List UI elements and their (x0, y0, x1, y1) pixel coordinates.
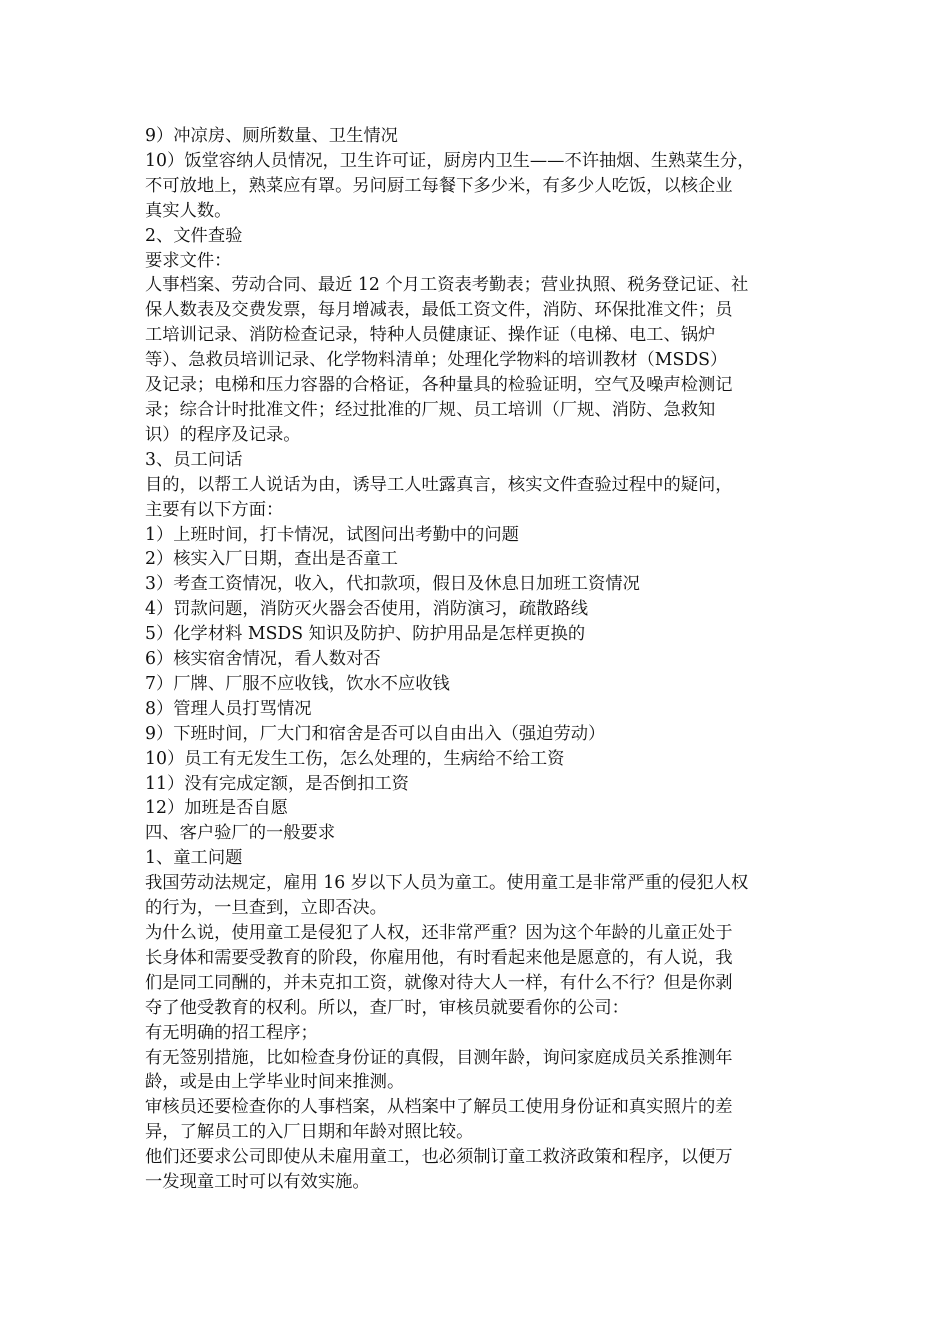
section-heading: 1、童工问题 (145, 848, 243, 869)
text-line: 录；综合计时批准文件；经过批准的厂规、员工培训（厂规、消防、急救知 (145, 399, 716, 420)
text-line: 夺了他受教育的权利。所以，查厂时，审核员就要看你的公司： (145, 997, 629, 1018)
text-line: 及记录；电梯和压力容器的合格证，各种量具的检验证明，空气及噪声检测记 (145, 375, 733, 396)
text-line: 龄，或是由上学毕业时间来推测。 (145, 1072, 405, 1093)
section-heading: 2、文件查验 (145, 225, 243, 246)
text-line: 为什么说，使用童工是侵犯了人权，还非常严重？因为这个年龄的儿童正处于 (145, 923, 733, 943)
text-line: 9）冲凉房、厕所数量、卫生情况 (145, 126, 398, 146)
text-line: 保人数表及交费发票，每月增减表，最低工资文件，消防、环保批准文件；员 (145, 300, 733, 321)
text-line: 等）、急救员培训记录、化学物料清单；处理化学物料的培训教材（MSDS） (145, 350, 728, 371)
list-item: 7）厂牌、厂服不应收钱，饮水不应收钱 (145, 673, 450, 694)
text-line: 要求文件： (145, 250, 232, 271)
text-line: 真实人数。 (145, 200, 232, 221)
text-line: 我国劳动法规定，雇用 16 岁以下人员为童工。使用童工是非常严重的侵犯人权 (145, 873, 749, 894)
list-item: 10）员工有无发生工伤，怎么处理的，生病给不给工资 (145, 748, 565, 769)
text-line: 的行为，一旦查到，立即否决。 (145, 898, 387, 919)
list-item: 12）加班是否自愿 (145, 798, 288, 819)
text-line: 有无明确的招工程序； (145, 1022, 318, 1043)
text-line: 识）的程序及记录。 (145, 424, 301, 445)
text-line: 目的，以帮工人说话为由，诱导工人吐露真言，核实文件查验过程中的疑问， (145, 474, 733, 495)
list-item: 9）下班时间，厂大门和宿舍是否可以自由出入（强迫劳动） (145, 723, 606, 744)
text-line: 长身体和需要受教育的阶段，你雇用他，有时看起来他是愿意的，有人说，我 (145, 947, 733, 968)
text-line: 工培训记录、消防检查记录，特种人员健康证、操作证（电梯、电工、锅炉 (145, 325, 716, 346)
list-item: 1）上班时间，打卡情况，试图问出考勤中的问题 (145, 524, 519, 545)
text-line: 10）饭堂容纳人员情况，卫生许可证，厨房内卫生——不许抽烟、生熟菜生分， (145, 150, 755, 171)
text-line: 人事档案、劳动合同、最近 12 个月工资表考勤表；营业执照、税务登记证、社 (145, 275, 749, 296)
list-item: 11）没有完成定额，是否倒扣工资 (145, 773, 409, 794)
text-line: 他们还要求公司即使从未雇用童工，也必须制订童工救济政策和程序，以便万 (145, 1147, 733, 1168)
text-line: 异，了解员工的入厂日期和年龄对照比较。 (145, 1122, 474, 1143)
text-line: 主要有以下方面： (145, 499, 284, 520)
list-item: 2）核实入厂日期，查出是否童工 (145, 549, 398, 570)
section-heading: 四、客户验厂的一般要求 (145, 823, 336, 844)
list-item: 5）化学材料 MSDS 知识及防护、防护用品是怎样更换的 (145, 624, 586, 645)
text-line: 一发现童工时可以有效实施。 (145, 1172, 370, 1193)
list-item: 8）管理人员打骂情况 (145, 698, 312, 719)
list-item: 6）核实宿舍情况，看人数对否 (145, 649, 381, 670)
list-item: 4）罚款问题，消防灭火器会否使用，消防演习，疏散路线 (145, 599, 589, 620)
document-body (145, 124, 815, 1195)
text-line: 有无签别措施，比如检查身份证的真假，目测年龄，询问家庭成员关系推测年 (145, 1047, 733, 1068)
list-item: 3）考查工资情况，收入，代扣款项，假日及休息日加班工资情况 (145, 574, 640, 595)
section-heading: 3、员工问话 (145, 449, 243, 470)
text-line: 审核员还要检查你的人事档案，从档案中了解员工使用身份证和真实照片的差 (145, 1097, 733, 1118)
text-line: 们是同工同酬的，并未克扣工资，就像对待大人一样，有什么不行？但是你剥 (145, 972, 733, 993)
text-line: 不可放地上，熟菜应有罩。另问厨工每餐下多少米，有多少人吃饭，以核企业 (145, 175, 733, 196)
